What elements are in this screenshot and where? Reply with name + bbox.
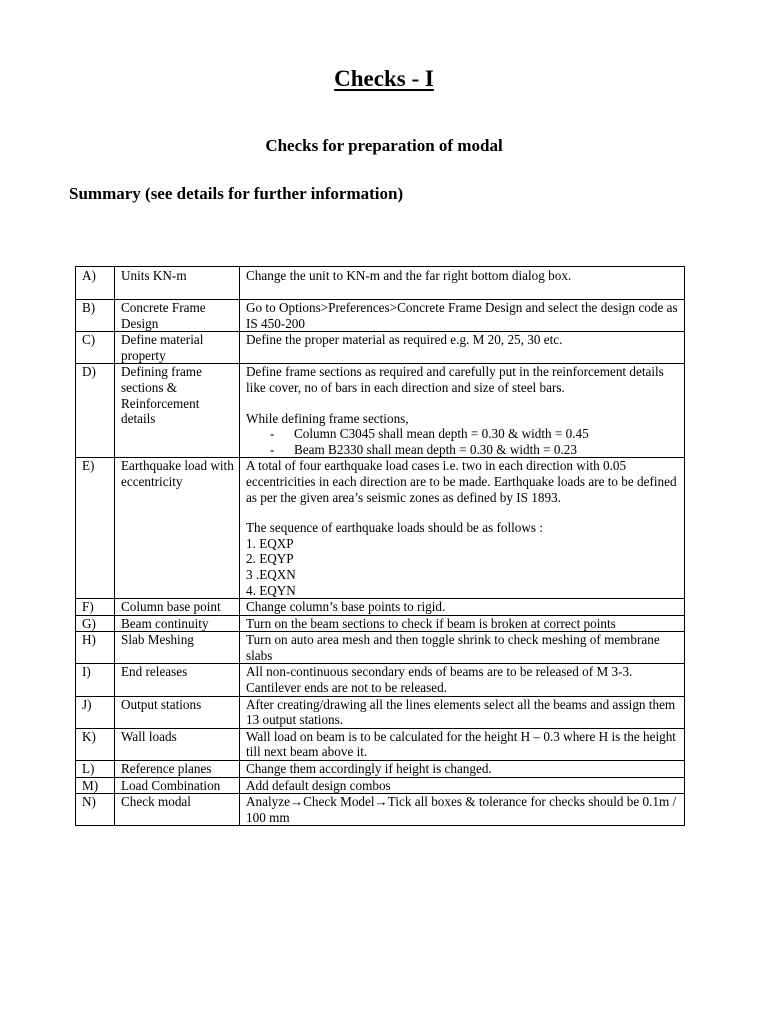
row-text: [240, 458, 685, 599]
row-text: [240, 300, 685, 332]
table-row: [76, 458, 685, 599]
dash-icon: -: [270, 441, 275, 457]
row-item: Units KN-m: [115, 267, 240, 300]
row-text: [240, 794, 685, 826]
row-id: N): [76, 794, 115, 826]
row-text-para: While defining frame sections,: [246, 410, 409, 426]
page-subtitle: Checks for preparation of modal: [265, 136, 503, 155]
row-text-para: Add default design combos: [246, 777, 391, 793]
row-text-para: The sequence of earthquake loads should be as follows :: [246, 520, 543, 536]
row-text: [240, 364, 685, 458]
table-row: [76, 761, 685, 778]
table-row: [76, 332, 685, 364]
row-id: L): [76, 761, 115, 778]
list-item: 2. EQYP: [246, 551, 294, 567]
page-title: Checks - I: [334, 66, 434, 91]
row-text: [240, 761, 685, 778]
row-item: Concrete Frame Design: [115, 300, 240, 332]
row-text-para: Define the proper material as required e.g. M 20, 25, 30 etc.: [246, 332, 563, 348]
row-id: A): [76, 267, 115, 300]
row-text: [240, 615, 685, 632]
table-row: [76, 728, 685, 760]
row-item: Check modal: [115, 794, 240, 826]
checks-table: [75, 266, 685, 826]
bullet-item: [246, 426, 680, 442]
row-item: End releases: [115, 664, 240, 696]
table-row: [76, 777, 685, 794]
list-item: 3 .EQXN: [246, 566, 296, 582]
row-id: C): [76, 332, 115, 364]
table-row: [76, 364, 685, 458]
row-text-para: Turn on auto area mesh and then toggle shrink to check meshing of membrane slabs: [246, 632, 660, 663]
summary-heading: Summary (see details for further information): [69, 184, 404, 203]
row-text: [240, 664, 685, 696]
table-row: [76, 300, 685, 332]
row-id: E): [76, 458, 115, 599]
row-id: F): [76, 599, 115, 616]
row-text: [240, 332, 685, 364]
row-text-para: Change them accordingly if height is changed.: [246, 761, 492, 777]
row-text: [240, 728, 685, 760]
row-text-para: Change column’s base points to rigid.: [246, 599, 446, 615]
dash-icon: -: [270, 426, 275, 442]
bullet-text: Column C3045 shall mean depth = 0.30 & width = 0.45: [294, 426, 589, 442]
table-row: [76, 696, 685, 728]
row-id: G): [76, 615, 115, 632]
row-item: Wall loads: [115, 728, 240, 760]
row-text: [240, 599, 685, 616]
row-text-para: Analyze→Check Model→Tick all boxes & tolerance for checks should be 0.1m / 100 mm: [246, 794, 677, 825]
row-text-para: A total of four earthquake load cases i.e. two in each direction with 0.05 eccentricities in each direction are to be made. Earthquake loads are to be defined as per the given area’s seismic zones as defined by IS 1893.: [246, 458, 677, 505]
bullet-text: Beam B2330 shall mean depth = 0.30 & width = 0.23: [294, 441, 577, 457]
row-id: I): [76, 664, 115, 696]
table-row: [76, 664, 685, 696]
row-id: J): [76, 696, 115, 728]
row-text-para: Change the unit to KN-m and the far right bottom dialog box.: [246, 268, 572, 283]
bullet-item: [246, 442, 680, 458]
row-item: Define material property: [115, 332, 240, 364]
table-row: [76, 615, 685, 632]
row-text: [240, 632, 685, 664]
row-id: M): [76, 777, 115, 794]
row-text: [240, 267, 685, 300]
row-id: H): [76, 632, 115, 664]
row-text-para: After creating/drawing all the lines elements select all the beams and assign them 13 output stations.: [246, 696, 676, 728]
list-item: 1. EQXP: [246, 535, 294, 551]
row-item: Reference planes: [115, 761, 240, 778]
row-item: Output stations: [115, 696, 240, 728]
row-item: Load Combination: [115, 777, 240, 794]
table-row: [76, 632, 685, 664]
row-item: Column base point: [115, 599, 240, 616]
row-item: Beam continuity: [115, 615, 240, 632]
row-id: B): [76, 300, 115, 332]
table-row: [76, 267, 685, 300]
row-text: [240, 777, 685, 794]
row-item: Earthquake load with eccentricity: [115, 458, 240, 599]
row-item: Slab Meshing: [115, 632, 240, 664]
row-id: K): [76, 728, 115, 760]
row-text-para: Define frame sections as required and carefully put in the reinforcement details like cover, no of bars in each direction and size of steel bars.: [246, 364, 664, 395]
row-text-para: Wall load on beam is to be calculated for the height H – 0.3 where H is the height till next beam above it.: [246, 728, 676, 760]
table-row: [76, 599, 685, 616]
row-item: Defining frame sections & Reinforcement details: [115, 364, 240, 458]
row-text-para: Go to Options>Preferences>Concrete Frame Design and select the design code as IS 450-200: [246, 300, 678, 331]
row-text: [240, 696, 685, 728]
row-text-para: All non-continuous secondary ends of beams are to be released of M 3-3. Cantilever ends are not to be released.: [246, 664, 633, 696]
row-id: D): [76, 364, 115, 458]
row-text-para: Turn on the beam sections to check if beam is broken at correct points: [246, 615, 616, 631]
table-row: [76, 794, 685, 826]
list-item: 4. EQYN: [246, 582, 296, 598]
